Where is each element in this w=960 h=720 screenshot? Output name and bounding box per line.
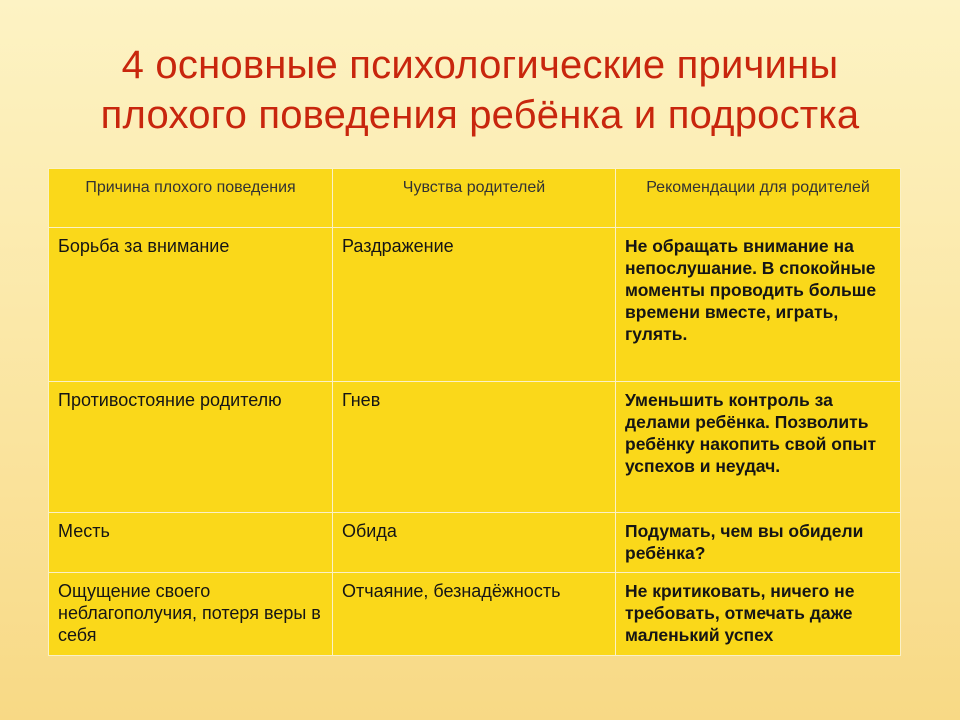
- recommendation-cell: Уменьшить контроль за делами ребёнка. Позволить ребёнку накопить свой опыт успехов и неудач.: [616, 382, 901, 513]
- recommendation-cell: Не критиковать, ничего не требовать, отмечать даже маленький успех: [616, 573, 901, 656]
- slide-title-line-1: 4 основные психологические причины: [121, 43, 839, 87]
- feeling-cell: Гнев: [333, 382, 616, 513]
- feeling-cell: Отчаяние, безнадёжность: [333, 573, 616, 656]
- table-row: [49, 513, 901, 573]
- table-header-row: [49, 169, 901, 228]
- header-cause: Причина плохого поведения: [49, 169, 333, 228]
- cause-cell: Месть: [49, 513, 333, 573]
- table-row: [49, 573, 901, 656]
- recommendation-cell: Не обращать внимание на непослушание. В спокойные моменты проводить больше времени вместе, играть, гулять.: [616, 228, 901, 382]
- cause-cell: Противостояние родителю: [49, 382, 333, 513]
- behavior-causes-table: [48, 168, 901, 656]
- slide-title-line-2: плохого поведения ребёнка и подростка: [100, 93, 860, 137]
- header-recommendation: Рекомендации для родителей: [616, 169, 901, 228]
- table-row: [49, 228, 901, 382]
- feeling-cell: Обида: [333, 513, 616, 573]
- cause-cell: Борьба за внимание: [49, 228, 333, 382]
- feeling-cell: Раздражение: [333, 228, 616, 382]
- slide-title: [0, 40, 960, 140]
- cause-cell: Ощущение своего неблагополучия, потеря веры в себя: [49, 573, 333, 656]
- header-feeling: Чувства родителей: [333, 169, 616, 228]
- recommendation-cell: Подумать, чем вы обидели ребёнка?: [616, 513, 901, 573]
- table-row: [49, 382, 901, 513]
